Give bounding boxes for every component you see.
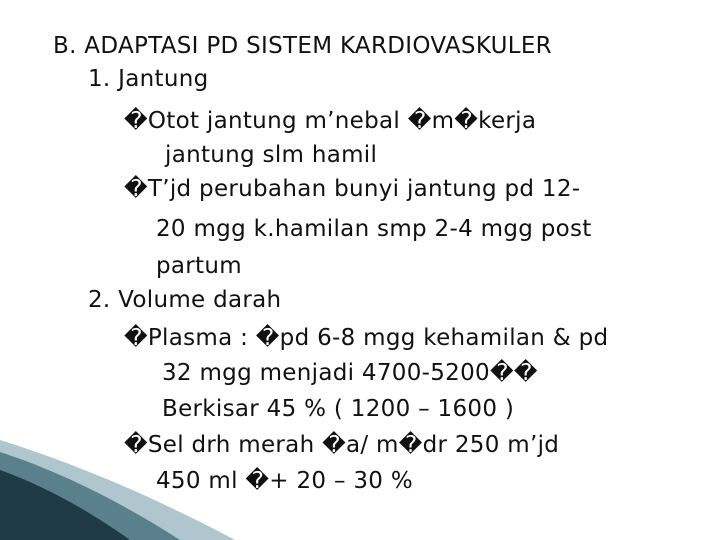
bullet-3-line-2: 32 mgg menjadi 4700-5200�� (162, 360, 538, 386)
bullet-3-line-1: �Plasma : �pd 6-8 mgg kehamilan & pd (124, 325, 609, 351)
bullet-1-line-2: jantung slm hamil (165, 142, 378, 168)
bullet-1-line-1: �Otot jantung m’nebal �m�kerja (124, 108, 537, 134)
bullet-3-line-3: Berkisar 45 % ( 1200 – 1600 ) (162, 396, 515, 422)
section-2-title: 2. Volume darah (88, 287, 282, 313)
slide-heading: B. ADAPTASI PD SISTEM KARDIOVASKULER (53, 33, 552, 59)
bullet-2-line-3: partum (156, 253, 242, 279)
section-1-title: 1. Jantung (88, 66, 209, 92)
bullet-4-line-2: 450 ml �+ 20 – 30 % (156, 468, 414, 494)
bullet-4-line-1: �Sel drh merah �a/ m�dr 250 m’jd (124, 432, 560, 458)
bullet-2-line-1: �T’jd perubahan bunyi jantung pd 12- (124, 176, 581, 202)
bullet-2-line-2: 20 mgg k.hamilan smp 2-4 mgg post (156, 216, 592, 242)
wave-decoration (0, 430, 720, 540)
